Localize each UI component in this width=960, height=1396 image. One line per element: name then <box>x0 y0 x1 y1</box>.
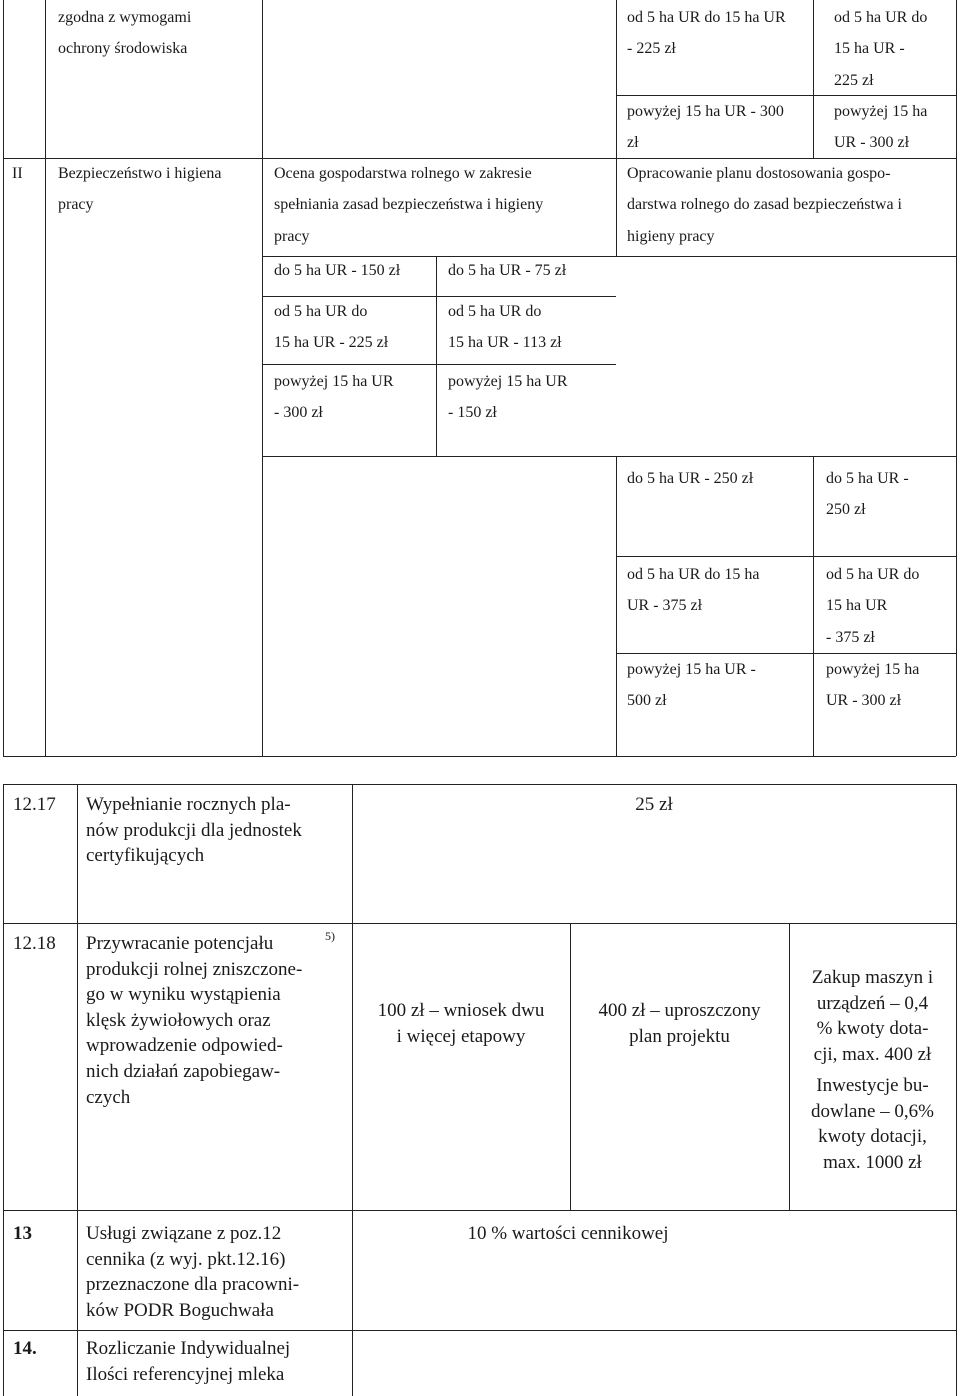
grid-line <box>956 0 957 756</box>
grid-line <box>352 1330 353 1396</box>
cell-price-mid: od 5 ha UR do 15 ha UR - 225 zł <box>834 9 928 89</box>
service-plan: Opracowanie planu dostosowania gospo- darstwa rolnego do zasad bezpieczeństwa i higieny pracy <box>627 165 902 245</box>
price-b1: do 5 ha UR - 75 zł <box>448 262 567 279</box>
row-number: 12.17 <box>13 794 56 815</box>
grid-line <box>3 1330 4 1396</box>
grid-line <box>77 923 78 1211</box>
grid-line <box>45 0 46 756</box>
price-c3: powyżej 15 ha UR - 500 zł <box>627 661 756 710</box>
grid-line <box>956 1330 957 1396</box>
grid-line <box>262 0 263 756</box>
grid-line <box>3 1330 956 1331</box>
row-number: 13 <box>13 1223 32 1244</box>
row-price: 25 zł <box>635 794 673 815</box>
price-construction: Inwestycje bu- dowlane – 0,6% kwoty dotacji, max. 1000 zł <box>811 1075 934 1173</box>
service-assessment: Ocena gospodarstwa rolnego w zakresie spełniania zasad bezpieczeństwa i higieny pracy <box>274 165 544 245</box>
price-a2: od 5 ha UR do 15 ha UR - 225 zł <box>274 303 389 352</box>
cell-price-high: powyżej 15 ha UR - 300 zł <box>834 103 928 152</box>
grid-line <box>3 756 956 757</box>
grid-line <box>262 364 616 365</box>
grid-line <box>616 0 617 256</box>
price-d3: powyżej 15 ha UR - 300 zł <box>826 661 920 710</box>
grid-line <box>262 456 956 457</box>
grid-line <box>3 923 4 1211</box>
row-description: Wypełnianie rocznych pla- nów produkcji dla jednostek certyfikujących <box>86 794 302 867</box>
grid-line <box>3 923 956 924</box>
grid-line <box>813 0 814 158</box>
price-d1: do 5 ha UR - 250 zł <box>826 470 909 519</box>
grid-line <box>352 923 353 1211</box>
price-application: 100 zł – wniosek dwu i więcej etapowy <box>377 1000 545 1047</box>
price-a1: do 5 ha UR - 150 zł <box>274 262 401 279</box>
grid-line <box>3 1210 956 1211</box>
grid-line <box>813 456 814 756</box>
grid-line <box>77 1330 78 1396</box>
section-number: II <box>12 165 23 182</box>
price-project-plan: 400 zł – uproszczony plan projektu <box>598 1000 761 1047</box>
price-c2: od 5 ha UR do 15 ha UR - 375 zł <box>627 566 760 615</box>
row-number: 14. <box>13 1338 37 1359</box>
row-description: Usługi związane z poz.12 cennika (z wyj. pkt.12.16) przeznaczone dla pracowni- ków PODR Boguchwała <box>86 1223 300 1321</box>
grid-line <box>956 784 957 924</box>
price-d2: od 5 ha UR do 15 ha UR - 375 zł <box>826 566 920 646</box>
price-machinery: Zakup maszyn i urządzeń – 0,4 % kwoty dota- cji, max. 400 zł <box>811 967 934 1065</box>
grid-line <box>3 784 4 924</box>
grid-line <box>77 784 78 924</box>
price-b3: powyżej 15 ha UR - 150 zł <box>448 373 568 422</box>
cell-price-high: powyżej 15 ha UR - 300 zł <box>627 103 784 152</box>
footnote-marker: 5) <box>325 929 335 943</box>
grid-line <box>956 1210 957 1331</box>
grid-line <box>570 923 571 1211</box>
cell-env-compliance: zgodna z wymogami ochrony środowiska <box>58 9 192 58</box>
price-c1: do 5 ha UR - 250 zł <box>627 470 754 487</box>
section-name: Bezpieczeństwo i higiena pracy <box>58 165 222 214</box>
grid-line <box>616 456 617 756</box>
grid-line <box>956 923 957 1211</box>
row-price: 10 % wartości cennikowej <box>467 1223 669 1244</box>
price-a3: powyżej 15 ha UR - 300 zł <box>274 373 394 422</box>
row-description: Przywracanie potencjału produkcji rolnej zniszczone- go w wyniku wystąpienia klęsk żywiołowych oraz wprowadzenie odpowied- nich działań zapobiegaw- czych <box>86 933 303 1108</box>
grid-line <box>3 0 4 756</box>
price-b2: od 5 ha UR do 15 ha UR - 113 zł <box>448 303 562 352</box>
row-description: Rozliczanie Indywidualnej Ilości referencyjnej mleka <box>86 1338 291 1385</box>
grid-line <box>3 1210 4 1331</box>
grid-line <box>3 784 956 785</box>
grid-line <box>616 556 956 557</box>
row-number: 12.18 <box>13 933 56 954</box>
grid-line <box>436 256 437 456</box>
grid-line <box>77 1210 78 1331</box>
cell-price-mid: od 5 ha UR do 15 ha UR - 225 zł <box>627 9 786 58</box>
